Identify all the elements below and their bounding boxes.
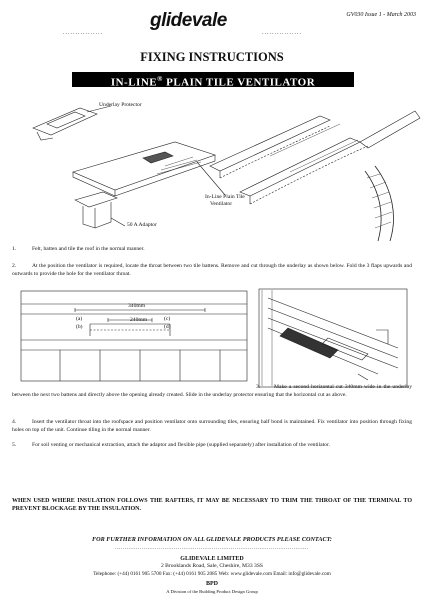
step-2-text: At the position the ventilator is required, locate the throat between two tile battens. Remove and cut through the underlay as shown below. Fold the 3 flaps upwards and outwards to provide the hole for the ventilator throat. — [12, 263, 412, 277]
product-banner — [72, 72, 354, 87]
company-name: GLIDEVALE LIMITED — [180, 556, 244, 562]
header-dots-left: ................ — [63, 30, 103, 36]
protector-insertion-illustration — [258, 288, 408, 388]
document-reference: GV030 Issue 1 - March 2003 — [346, 12, 416, 18]
label-inline-tile-line1: In-Line Plain Tile — [205, 194, 245, 200]
dimension-label-a: (a) — [76, 316, 83, 322]
footer-dots: ...................................................................................................... — [115, 545, 309, 551]
step-1-number: 1. — [12, 246, 17, 252]
dimension-240mm: 240mm — [130, 317, 148, 323]
dimension-label-c: (c) — [164, 316, 171, 322]
dimension-340mm: 340mm — [128, 303, 146, 309]
step-3-text: Make a second horizontal cut 340mm wide in the underlay between the next two battens and directly above the opening already created. Slide in the underlay protector ensuring that the horizontal cut as above. — [12, 384, 412, 398]
dimension-label-b: (b) — [76, 324, 83, 330]
registered-mark: ® — [157, 75, 163, 83]
company-address: 2 Brooklands Road, Sale, Cheshire, M33 3SS — [160, 563, 264, 569]
step-1-text: Felt, batten and tile the roof in the normal manner. — [32, 246, 145, 252]
header-dots-right: ................ — [262, 30, 302, 36]
step-4-text: Insert the ventilator throat into the roofspace and position ventilator onto surrounding tiles, ensuring half bond is maintained. Fix ventilator into position through fixing holes on top of the unit. Continue tiling in the normal manner. — [12, 419, 412, 433]
step-5-text: For soil venting or mechanical extraction, attach the adaptor and flexible pipe (supplied separately) after installation of the ventilator. — [32, 442, 330, 448]
step-4-number: 4. — [12, 419, 17, 425]
banner-product-type: PLAIN TILE VENTILATOR — [162, 76, 316, 89]
insulation-warning: WHEN USED WHERE INSULATION FOLLOWS THE RAFTERS, IT MAY BE NECESSARY TO TRIM THE THROAT OF THE TERMINAL TO PREVENT BLOCKAGE BY THE INSULATION. — [12, 498, 412, 512]
step-5-number: 5. — [12, 442, 17, 448]
bpd-division-note: A Division of the Building Product Design Group — [166, 589, 258, 594]
page-title: FIXING INSTRUCTIONS — [140, 50, 284, 64]
contact-heading: FOR FURTHER INFORMATION ON ALL GLIDEVALE PRODUCTS PLEASE CONTACT: — [92, 536, 332, 543]
step-2-number: 2. — [12, 263, 17, 269]
dimension-label-d: (d) — [164, 324, 171, 330]
label-inline-tile-line2: Ventilator — [210, 201, 233, 207]
banner-product-name: IN-LINE — [110, 76, 158, 89]
glidevale-logo: glidevale — [150, 10, 227, 31]
bpd-logo: BPD — [206, 581, 218, 587]
label-underlay-protector: Underlay Protector — [99, 102, 142, 108]
roof-installed-illustration — [200, 96, 424, 246]
company-contacts: Telephone: (+44) 0161 905 5700 Fax: (+44) 0161 905 2085 Web: www.glidevale.com Email: info@glidevale.com — [93, 571, 331, 577]
step-3-number: 3. — [256, 384, 261, 390]
label-adaptor: 50 A Adaptor — [127, 222, 157, 228]
